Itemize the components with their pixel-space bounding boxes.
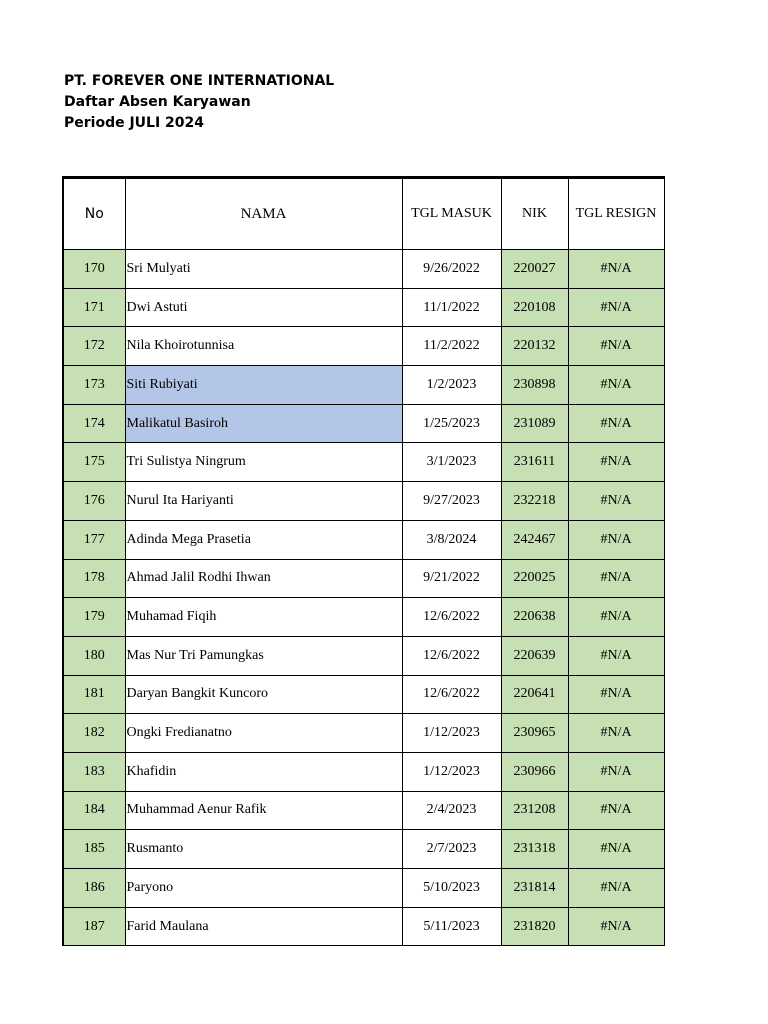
cell-tgl-masuk[interactable]: 3/1/2023 [402,443,501,482]
cell-nama[interactable]: Khafidin [125,752,402,791]
cell-no[interactable]: 184 [63,791,125,830]
cell-nama[interactable]: Nurul Ita Hariyanti [125,482,402,521]
cell-tgl-resign[interactable]: #N/A [568,482,664,521]
cell-nik[interactable]: 220108 [501,288,568,327]
cell-nama[interactable]: Adinda Mega Prasetia [125,520,402,559]
cell-nik[interactable]: 231611 [501,443,568,482]
cell-nama[interactable]: Mas Nur Tri Pamungkas [125,636,402,675]
cell-tgl-masuk[interactable]: 9/21/2022 [402,559,501,598]
cell-tgl-masuk[interactable]: 5/11/2023 [402,907,501,946]
table-row [63,675,664,714]
cell-tgl-masuk[interactable]: 11/2/2022 [402,327,501,366]
cell-tgl-resign[interactable]: #N/A [568,714,664,753]
cell-no[interactable]: 179 [63,598,125,637]
table-row [63,636,664,675]
column-header-nama[interactable]: NAMA [125,178,402,250]
cell-no[interactable]: 186 [63,869,125,908]
table-row [63,869,664,908]
cell-tgl-resign[interactable]: #N/A [568,830,664,869]
cell-tgl-resign[interactable]: #N/A [568,250,664,289]
cell-no[interactable]: 177 [63,520,125,559]
table-row [63,288,664,327]
cell-no[interactable]: 176 [63,482,125,521]
cell-nama[interactable]: Nila Khoirotunnisa [125,327,402,366]
cell-nama[interactable]: Ahmad Jalil Rodhi Ihwan [125,559,402,598]
cell-nik[interactable]: 220027 [501,250,568,289]
column-header-nik[interactable]: NIK [501,178,568,250]
cell-nama[interactable]: Daryan Bangkit Kuncoro [125,675,402,714]
cell-tgl-resign[interactable]: #N/A [568,907,664,946]
cell-tgl-masuk[interactable]: 1/12/2023 [402,714,501,753]
cell-no[interactable]: 178 [63,559,125,598]
table-row [63,404,664,443]
cell-tgl-resign[interactable]: #N/A [568,366,664,405]
cell-no[interactable]: 174 [63,404,125,443]
table-row [63,791,664,830]
cell-tgl-masuk[interactable]: 5/10/2023 [402,869,501,908]
cell-tgl-resign[interactable]: #N/A [568,752,664,791]
cell-no[interactable]: 185 [63,830,125,869]
table-row [63,830,664,869]
cell-nama[interactable]: Rusmanto [125,830,402,869]
cell-no[interactable]: 171 [63,288,125,327]
cell-tgl-masuk[interactable]: 12/6/2022 [402,598,501,637]
cell-tgl-resign[interactable]: #N/A [568,598,664,637]
cell-tgl-resign[interactable]: #N/A [568,327,664,366]
cell-no[interactable]: 182 [63,714,125,753]
table-row [63,520,664,559]
cell-tgl-masuk[interactable]: 12/6/2022 [402,636,501,675]
cell-nama[interactable]: Siti Rubiyati [125,366,402,405]
cell-no[interactable]: 172 [63,327,125,366]
cell-nik[interactable]: 231208 [501,791,568,830]
cell-tgl-masuk[interactable]: 1/2/2023 [402,366,501,405]
column-header-no[interactable]: No [63,178,125,250]
cell-nama[interactable]: Ongki Fredianatno [125,714,402,753]
cell-nama[interactable]: Muhammad Aenur Rafik [125,791,402,830]
cell-no[interactable]: 180 [63,636,125,675]
cell-no[interactable]: 181 [63,675,125,714]
cell-tgl-resign[interactable]: #N/A [568,559,664,598]
table-row [63,714,664,753]
cell-tgl-masuk[interactable]: 1/12/2023 [402,752,501,791]
cell-tgl-resign[interactable]: #N/A [568,443,664,482]
cell-nik[interactable]: 230965 [501,714,568,753]
cell-no[interactable]: 187 [63,907,125,946]
column-header-tgl-masuk[interactable]: TGL MASUK [402,178,501,250]
cell-no[interactable]: 170 [63,250,125,289]
table-header-row [63,178,664,250]
attendance-table [62,176,665,946]
cell-tgl-resign[interactable]: #N/A [568,791,664,830]
cell-tgl-masuk[interactable]: 12/6/2022 [402,675,501,714]
cell-nik[interactable]: 231814 [501,869,568,908]
cell-tgl-masuk[interactable]: 2/7/2023 [402,830,501,869]
cell-nik[interactable]: 220639 [501,636,568,675]
table-row [63,366,664,405]
table-row [63,443,664,482]
table-body [63,250,664,946]
column-header-tgl-resign[interactable]: TGL RESIGN [568,178,664,250]
table-row [63,559,664,598]
cell-no[interactable]: 183 [63,752,125,791]
cell-tgl-resign[interactable]: #N/A [568,636,664,675]
table-row [63,598,664,637]
cell-nama[interactable]: Muhamad Fiqih [125,598,402,637]
cell-no[interactable]: 173 [63,366,125,405]
document-title: Daftar Absen Karyawan [64,94,251,110]
cell-nama[interactable]: Malikatul Basiroh [125,404,402,443]
cell-nik[interactable]: 231820 [501,907,568,946]
cell-tgl-resign[interactable]: #N/A [568,288,664,327]
cell-nama[interactable]: Tri Sulistya Ningrum [125,443,402,482]
cell-tgl-masuk[interactable]: 3/8/2024 [402,520,501,559]
cell-tgl-resign[interactable]: #N/A [568,520,664,559]
cell-tgl-masuk[interactable]: 1/25/2023 [402,404,501,443]
cell-nama[interactable]: Paryono [125,869,402,908]
cell-tgl-resign[interactable]: #N/A [568,675,664,714]
table-row [63,907,664,946]
cell-nama[interactable]: Sri Mulyati [125,250,402,289]
cell-tgl-resign[interactable]: #N/A [568,869,664,908]
table-row [63,482,664,521]
cell-no[interactable]: 175 [63,443,125,482]
cell-nik[interactable]: 220638 [501,598,568,637]
table-row [63,250,664,289]
company-name: PT. FOREVER ONE INTERNATIONAL [64,73,335,89]
cell-nik[interactable]: 242467 [501,520,568,559]
cell-nik[interactable]: 230898 [501,366,568,405]
cell-nama[interactable]: Dwi Astuti [125,288,402,327]
table-row [63,752,664,791]
cell-tgl-resign[interactable]: #N/A [568,404,664,443]
cell-nik[interactable]: 220132 [501,327,568,366]
cell-nik[interactable]: 220025 [501,559,568,598]
cell-tgl-masuk[interactable]: 11/1/2022 [402,288,501,327]
period-label: Periode JULI 2024 [64,115,205,131]
cell-nama[interactable]: Farid Maulana [125,907,402,946]
cell-nik[interactable]: 230966 [501,752,568,791]
cell-nik[interactable]: 231089 [501,404,568,443]
cell-tgl-masuk[interactable]: 9/26/2022 [402,250,501,289]
cell-tgl-masuk[interactable]: 9/27/2023 [402,482,501,521]
cell-nik[interactable]: 232218 [501,482,568,521]
table-row [63,327,664,366]
cell-nik[interactable]: 231318 [501,830,568,869]
cell-tgl-masuk[interactable]: 2/4/2023 [402,791,501,830]
cell-nik[interactable]: 220641 [501,675,568,714]
document-header [64,71,334,134]
